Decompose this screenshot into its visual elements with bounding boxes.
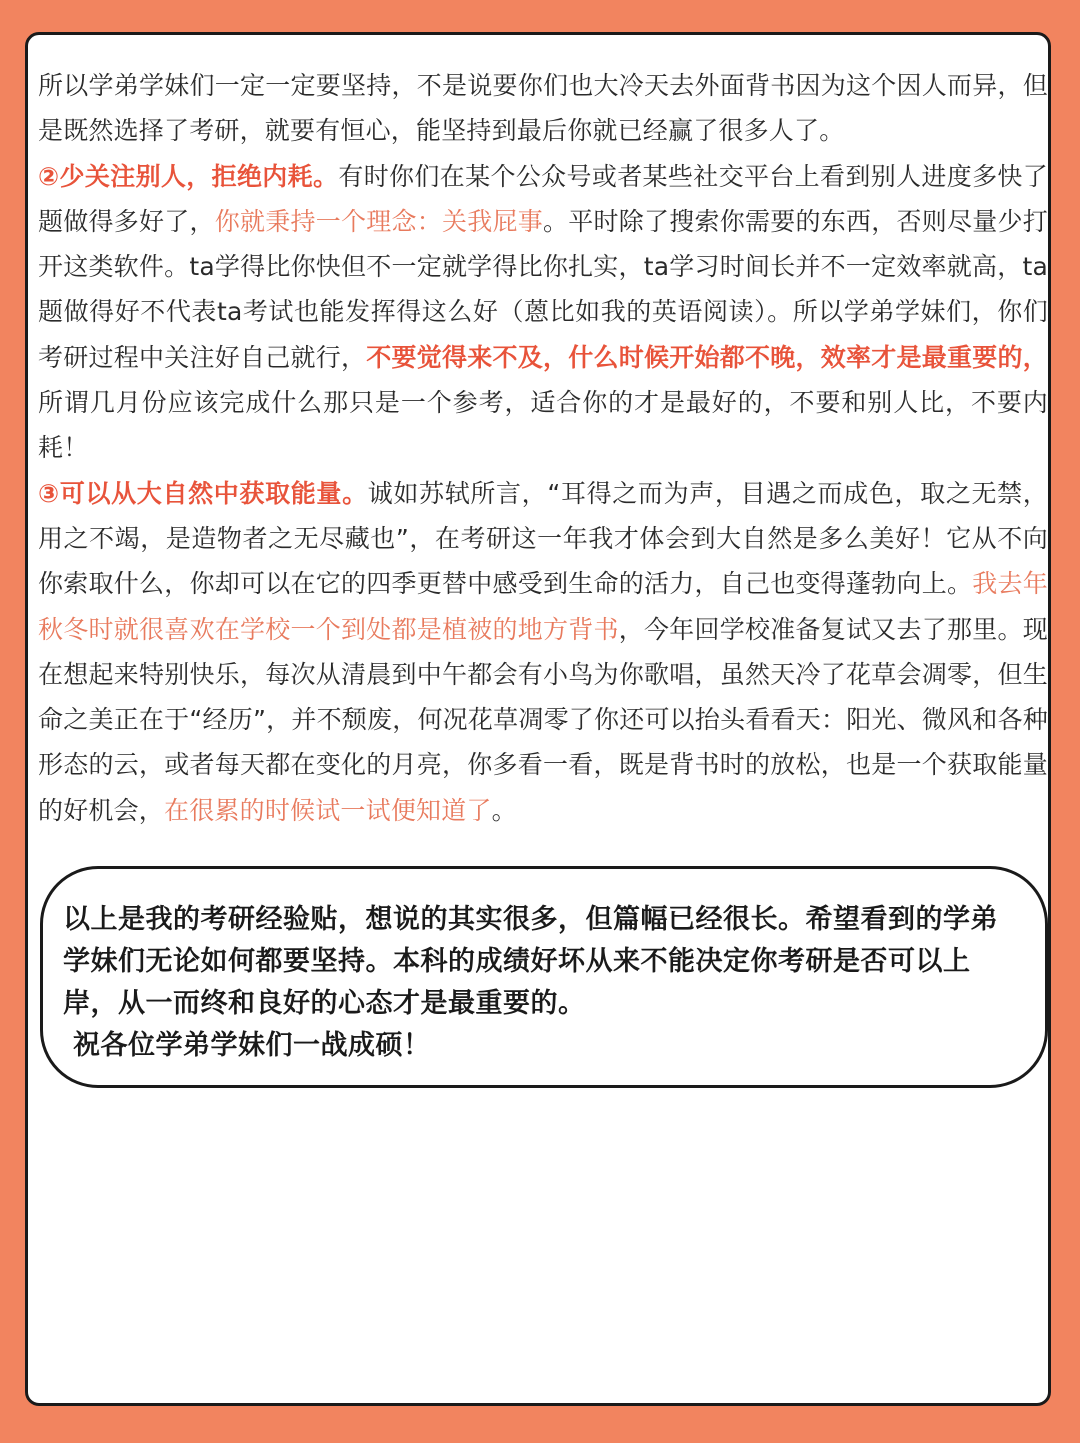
section-3-text: 。 (491, 795, 517, 825)
section-2-emphasis: 不要觉得来不及，什么时候开始都不晚，效率才是最重要的， (366, 342, 1048, 372)
section-2-text: 所谓几月份应该完成什么那只是一个参考，适合你的才是最好的，不要和别人比，不要内耗！ (38, 388, 1048, 463)
section-3-highlight: 在很累的时候试一试便知道了 (164, 795, 492, 825)
content-card (25, 32, 1051, 1406)
paragraph-section-3 (38, 471, 1048, 833)
summary-wish: 祝各位学弟学妹们一战成硕！ (73, 1030, 431, 1061)
section-3-highlight: 我去年秋冬时就很喜欢在学校一个到处都是植被的地方背书 (38, 569, 1048, 644)
section-3-text: 诚如苏轼所言，“耳得之而为声，目遇之而成色，取之无禁，用之不竭，是造物者之无尽藏也”，在考研这一年我才体会到大自然是多么美好！它从不向你索取什么，你却可以在它的四季更替中感受到生命的活力，自己也变得蓬勃向上。 (38, 478, 1048, 599)
summary-text: 以上是我的考研经验贴，想说的其实很多，但篇幅已经很长。希望看到的学弟学妹们无论如何都要坚持。本科的成绩好坏从来不能决定你考研是否可以上岸，从一而终和良好的心态才是最重要的。 (63, 904, 998, 1019)
paragraph-section-2 (38, 154, 1048, 471)
section-3-text: ，今年回学校准备复试又去了那里。现在想起来特别快乐，每次从清晨到中午都会有小鸟为你歌唱，虽然天冷了花草会凋零，但生命之美正在于“经历”，并不颓废，何况花草凋零了你还可以抬头看看天：阳光、微风和各种形态的云，或者每天都在变化的月亮，你多看一看，既是背书时的放松，也是一个获取能量的好机会， (38, 614, 1048, 825)
section-2-text: 。平时除了搜索你需要的东西，否则尽量少打开这类软件。ta学得比你快但不一定就学得比你扎实，ta学习时间长并不一定效率就高，ta题做得好不代表ta考试也能发挥得这么好（蒽比如我的英语阅读）。所以学弟学妹们，你们考研过程中关注好自己就行， (38, 206, 1048, 372)
section-3-heading: ③可以从大自然中获取能量。 (38, 478, 368, 508)
paragraph-persistence: 所以学弟学妹们一定一定要坚持，不是说要你们也大冷天去外面背书因为这个因人而异，但是既然选择了考研，就要有恒心，能坚持到最后你就已经赢了很多人了。 (38, 71, 1048, 146)
section-2-text: 有时你们在某个公众号或者某些社交平台上看到别人进度多快了题做得多好了， (38, 161, 1048, 236)
section-2-heading: ②少关注别人，拒绝内耗。 (38, 161, 339, 191)
summary-box (40, 866, 1048, 1088)
section-2-highlight: 你就秉持一个理念：关我屁事 (214, 206, 544, 236)
article-body (38, 63, 1048, 833)
